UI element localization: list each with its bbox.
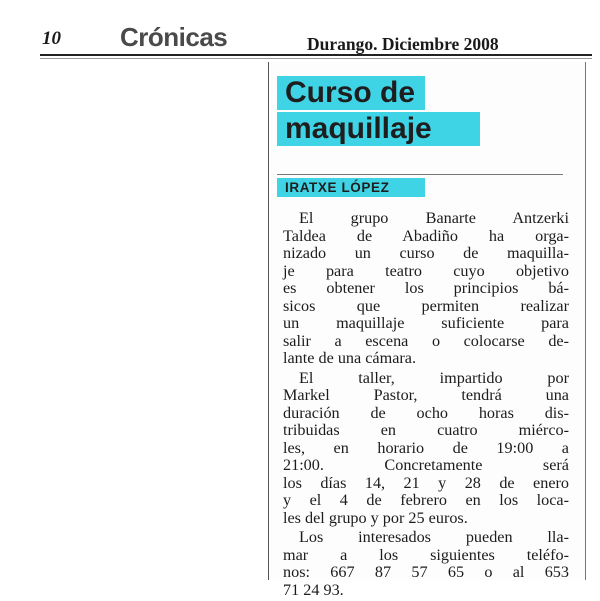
byline-rule xyxy=(277,174,563,175)
page-number: 10 xyxy=(42,28,61,49)
text-line: sicos que permiten realizar xyxy=(283,296,569,315)
text-line: Markel Pastor, tendrá una xyxy=(283,386,569,404)
text-line: mar a los siguientes teléfo- xyxy=(283,545,569,564)
headline-line: maquillaje xyxy=(277,112,480,146)
paragraph xyxy=(283,370,569,528)
blank-margin xyxy=(0,62,268,580)
text-line: nos: 667 87 57 65 o al 653 xyxy=(283,563,569,581)
text-line: es obtener los principios bá- xyxy=(283,279,569,297)
section-title: Crónicas xyxy=(120,22,228,52)
text-line: les del grupo y por 25 euros. xyxy=(283,508,468,527)
text-line: El taller, impartido por xyxy=(299,368,569,387)
text-line: Los interesados pueden lla- xyxy=(299,528,569,546)
text-line: je para teatro cuyo objetivo xyxy=(283,261,569,280)
text-line: nizado un curso de maquilla- xyxy=(283,244,569,262)
text-line: y el 4 de febrero en los loca- xyxy=(283,491,569,509)
headline xyxy=(277,76,577,148)
issue-date: Durango. Diciembre 2008 xyxy=(307,34,499,54)
header-rule-thin xyxy=(40,58,592,59)
text-line: 21:00. Concretamente será xyxy=(283,456,569,474)
text-line: les, en horario de 19:00 a xyxy=(283,438,569,457)
text-line: los días 14, 21 y 28 de enero xyxy=(283,473,569,492)
page-header xyxy=(0,0,600,60)
text-line: lante de una cámara. xyxy=(283,349,417,367)
text-line: duración de ocho horas dis- xyxy=(283,403,569,422)
news-clipping xyxy=(268,62,586,599)
paragraph xyxy=(283,529,569,599)
text-line: Taldea de Abadiño ha orga- xyxy=(283,226,569,245)
text-line: un maquillaje suficiente para xyxy=(283,314,569,332)
text-line: tribuidas en cuatro miérco- xyxy=(283,421,569,439)
headline-line: Curso de xyxy=(277,76,425,110)
article-body xyxy=(283,210,569,601)
paragraph xyxy=(283,210,569,368)
text-line: El grupo Banarte Antzerki xyxy=(299,209,569,227)
text-line: 71 24 93. xyxy=(283,580,344,599)
byline: IRATXE LÓPEZ xyxy=(277,178,425,197)
text-line: salir a escena o colocarse de- xyxy=(283,331,569,350)
header-rule xyxy=(40,54,592,56)
